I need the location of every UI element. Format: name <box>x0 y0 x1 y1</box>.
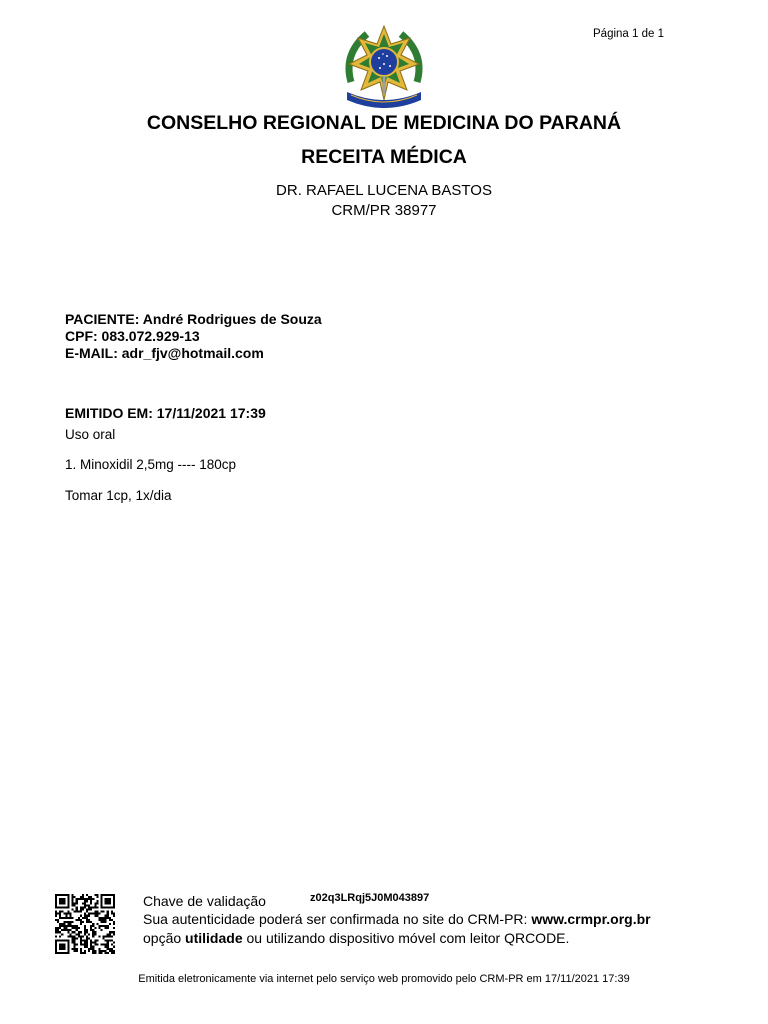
footer-note: Emitida eletronicamente via internet pelo serviço web promovido pelo CRM-PR em 17/11/2021 17:39 <box>138 973 630 985</box>
patient-cpf: CPF: 083.072.929-13 <box>65 328 200 344</box>
brazil-coat-of-arms-icon <box>337 24 431 110</box>
patient-name: PACIENTE: André Rodrigues de Souza <box>65 311 322 327</box>
doctor-name: DR. RAFAEL LUCENA BASTOS <box>276 182 492 199</box>
crm-site-link[interactable]: www.crmpr.org.br <box>531 911 651 927</box>
patient-email: E-MAIL: adr_fjv@hotmail.com <box>65 345 264 361</box>
validation-key: z02q3LRqj5J0M043897 <box>310 892 430 904</box>
page-indicator: Página 1 de 1 <box>593 28 664 40</box>
doctor-crm: CRM/PR 38977 <box>331 202 437 219</box>
document-title: RECEITA MÉDICA <box>301 146 467 168</box>
route-of-administration: Uso oral <box>65 427 116 442</box>
authenticity-line-2 <box>143 930 569 946</box>
qr-code-icon <box>55 894 115 954</box>
option-prefix: opção <box>143 930 182 946</box>
authenticity-line-1 <box>143 911 651 927</box>
prescription-instruction: Tomar 1cp, 1x/dia <box>65 488 172 503</box>
authenticity-text: Sua autenticidade poderá ser confirmada no site do CRM-PR: <box>143 911 528 927</box>
option-suffix: ou utilizando dispositivo móvel com leitor QRCODE. <box>246 930 570 946</box>
emitted-date: EMITIDO EM: 17/11/2021 17:39 <box>65 405 266 421</box>
prescription-item: 1. Minoxidil 2,5mg ---- 180cp <box>65 457 237 472</box>
organization-title: CONSELHO REGIONAL DE MEDICINA DO PARANÁ <box>146 112 622 134</box>
validation-label: Chave de validação <box>143 893 266 909</box>
option-name: utilidade <box>185 930 243 946</box>
